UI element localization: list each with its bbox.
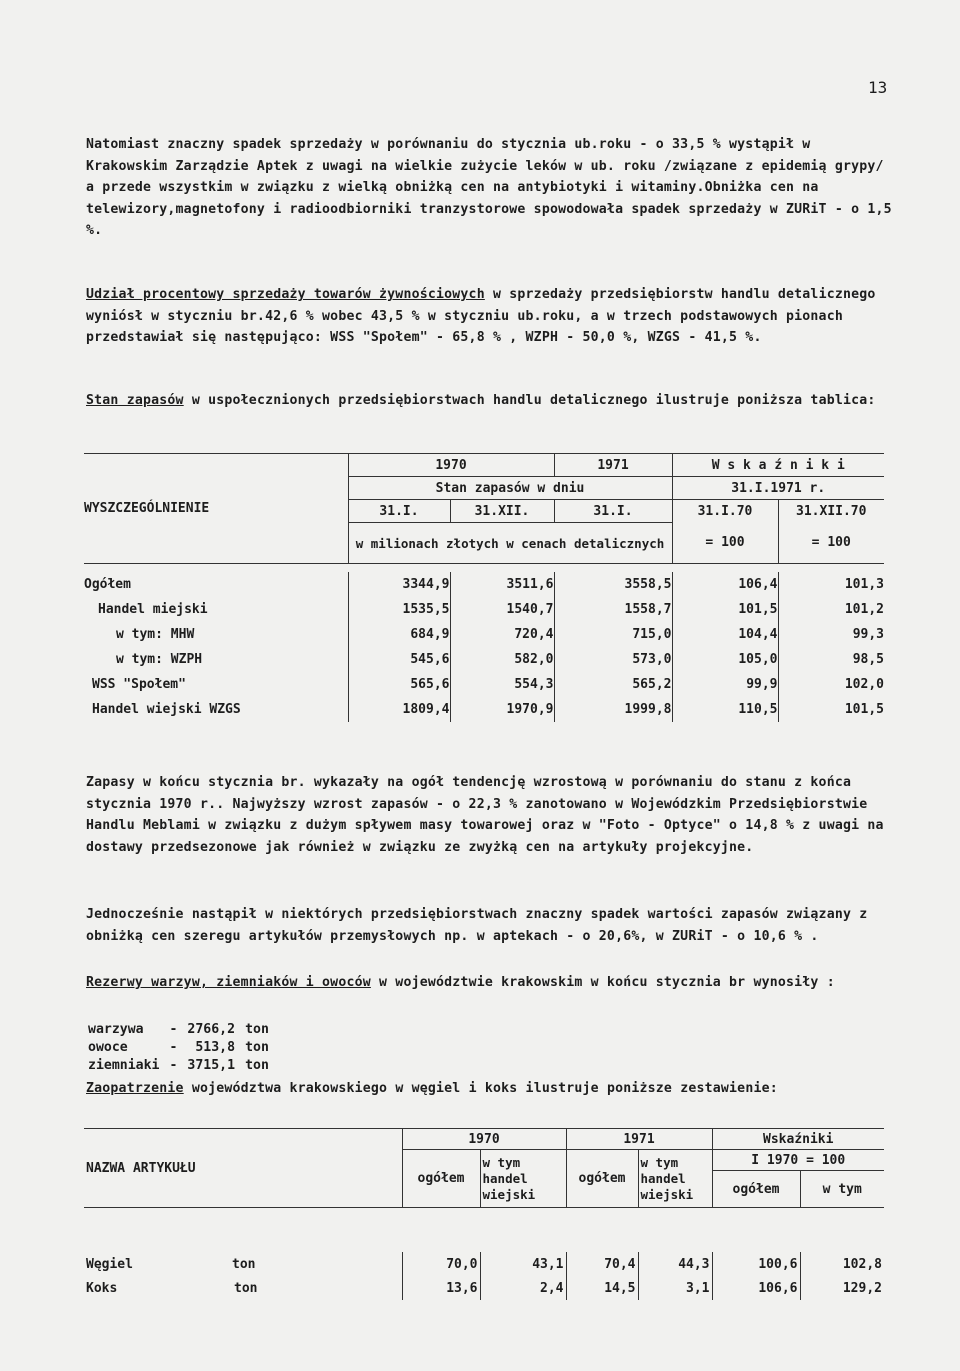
underlined-phrase: Stan zapasów xyxy=(86,393,184,408)
table-row: Ogółem 3344,9 3511,6 3558,5 106,4 101,3 xyxy=(84,572,884,597)
indices-header: Wskaźniki xyxy=(712,1129,884,1150)
unit-header: w milionach złotych w cenach detalicznych xyxy=(348,523,672,564)
table-row: w tym: MHW 684,9 720,4 715,0 104,4 99,3 xyxy=(84,622,884,647)
paragraph-stock-decline: Jednocześnie nastąpił w niektórych przedsiębiorstwach znaczny spadek wartości zapasów związany z obniżką cen szeregu artykułów przemysłowych np. w aptekach - o 20,6%, w ZURiT - o 10,6 % . xyxy=(86,907,868,944)
stock-date-header: Stan zapasów w dniu xyxy=(348,477,672,500)
year-1970-header: 1970 xyxy=(402,1129,566,1150)
paragraph-stock-intro: Stan zapasów w uspołecznionych przedsiębiorstwach handlu detalicznego ilustruje poniższa tablica: xyxy=(86,393,876,408)
list-item: ziemniaki - 3715,1 ton xyxy=(88,1058,269,1073)
underlined-phrase: Rezerwy warzyw, ziemniaków i owoców xyxy=(86,975,371,990)
date-col-2: 31.XII. xyxy=(450,500,554,523)
index-base: I 1970 = 100 xyxy=(712,1150,884,1171)
paragraph-reserves: Rezerwy warzyw, ziemniaków i owoców w województwie krakowskim w końcu stycznia br wynosiły : xyxy=(86,975,835,990)
table-row: WSS "Społem" 565,6 554,3 565,2 99,9 102,0 xyxy=(84,672,884,697)
coal-table: NAZWA ARTYKUŁU 1970 1971 Wskaźniki ogółem w tym handel wiejski ogółem w tym handel wiejski I 1970 = 100 ogółem w tym Węgiel ton 70,0 43,1 70,4 44,3 100,6 102,8 Koks ton 13,6 2,4 14,5 3,1 106,6 129,2 xyxy=(84,1128,884,1300)
table-row: w tym: WZPH 545,6 582,0 573,0 105,0 98,5 xyxy=(84,647,884,672)
name-header: NAZWA ARTYKUŁU xyxy=(84,1129,232,1208)
index-date-header: 31.I.1971 r. xyxy=(672,477,884,500)
date-col-4: 31.I.70 xyxy=(672,500,778,523)
year-1971-header: 1971 xyxy=(566,1129,712,1150)
indices-header: W s k a ź n i k i xyxy=(672,454,884,477)
list-item: owoce - 513,8 ton xyxy=(88,1040,269,1055)
paragraph-food-share: Udział procentowy sprzedaży towarów żywnościowych w sprzedaży przedsiębiorstw handlu detalicznego wyniósł w styczniu br.42,6 % wobec 43,5 % w styczniu ub.roku, a w trzech podstawowych pionach przedstawiał się następująco: WSS "Społem" - 65,8 % , WZPH - 50,0 %, WZGS - 41,5 %. xyxy=(86,287,876,345)
table-row: Węgiel ton 70,0 43,1 70,4 44,3 100,6 102,8 xyxy=(84,1252,884,1276)
date-col-3: 31.I. xyxy=(554,500,672,523)
paragraph-stock-trend: Zapasy w końcu stycznia br. wykazały na ogół tendencję wzrostową w porównaniu do stanu z końca stycznia 1970 r.. Najwyższy wzrost zapasów - o 22,3 % zanotowano w Wojewódzkim Przedsiębiorstwie Handlu Meblami w związku z dużym spływem masy towarowej oraz w "Foto - Optyce" o 14,8 % z uwagi na dostawy przedsezonowe jak również w związku ze zwyżką cen na artykuły projekcyjne. xyxy=(86,775,884,855)
row-header-cell: WYSZCZEGÓLNIENIE xyxy=(84,454,348,564)
paragraph-coal-supply: Zaopatrzenie województwa krakowskiego w węgiel i koks ilustruje poniższe zestawienie: xyxy=(86,1081,778,1096)
year-1971-header: 1971 xyxy=(554,454,672,477)
reserves-list xyxy=(86,1020,279,1076)
stock-table xyxy=(84,453,884,722)
paragraph-sales-drop: Natomiast znaczny spadek sprzedaży w porównaniu do stycznia ub.roku - o 33,5 % wystąpił w Krakowskim Zarządzie Aptek z uwagi na wielkie zużycie leków w ub. roku /związane z epidemią grypy/ a przede wszystkim w związku z wielką obniżką cen na antybiotyki i witaminy.Obniżka cen na telewizory,magnetofony i radioodbiorniki tranzystorowe spowodowała spadek sprzedaży w ZURiT - o 1,5 %. xyxy=(86,137,892,238)
base-eq-2: = 100 xyxy=(778,523,884,564)
table-row: Handel miejski 1535,5 1540,7 1558,7 101,5 101,2 xyxy=(84,597,884,622)
underlined-phrase: Zaopatrzenie xyxy=(86,1081,184,1096)
base-eq-1: = 100 xyxy=(672,523,778,564)
underlined-phrase: Udział procentowy sprzedaży towarów żywnościowych xyxy=(86,287,485,302)
date-col-5: 31.XII.70 xyxy=(778,500,884,523)
date-col-1: 31.I. xyxy=(348,500,450,523)
table-row: Handel wiejski WZGS 1809,4 1970,9 1999,8 110,5 101,5 xyxy=(84,697,884,722)
list-item: warzywa - 2766,2 ton xyxy=(88,1022,269,1037)
table-row: Koks ton 13,6 2,4 14,5 3,1 106,6 129,2 xyxy=(84,1276,884,1300)
year-1970-header: 1970 xyxy=(348,454,554,477)
page-number: 13 xyxy=(868,78,888,97)
